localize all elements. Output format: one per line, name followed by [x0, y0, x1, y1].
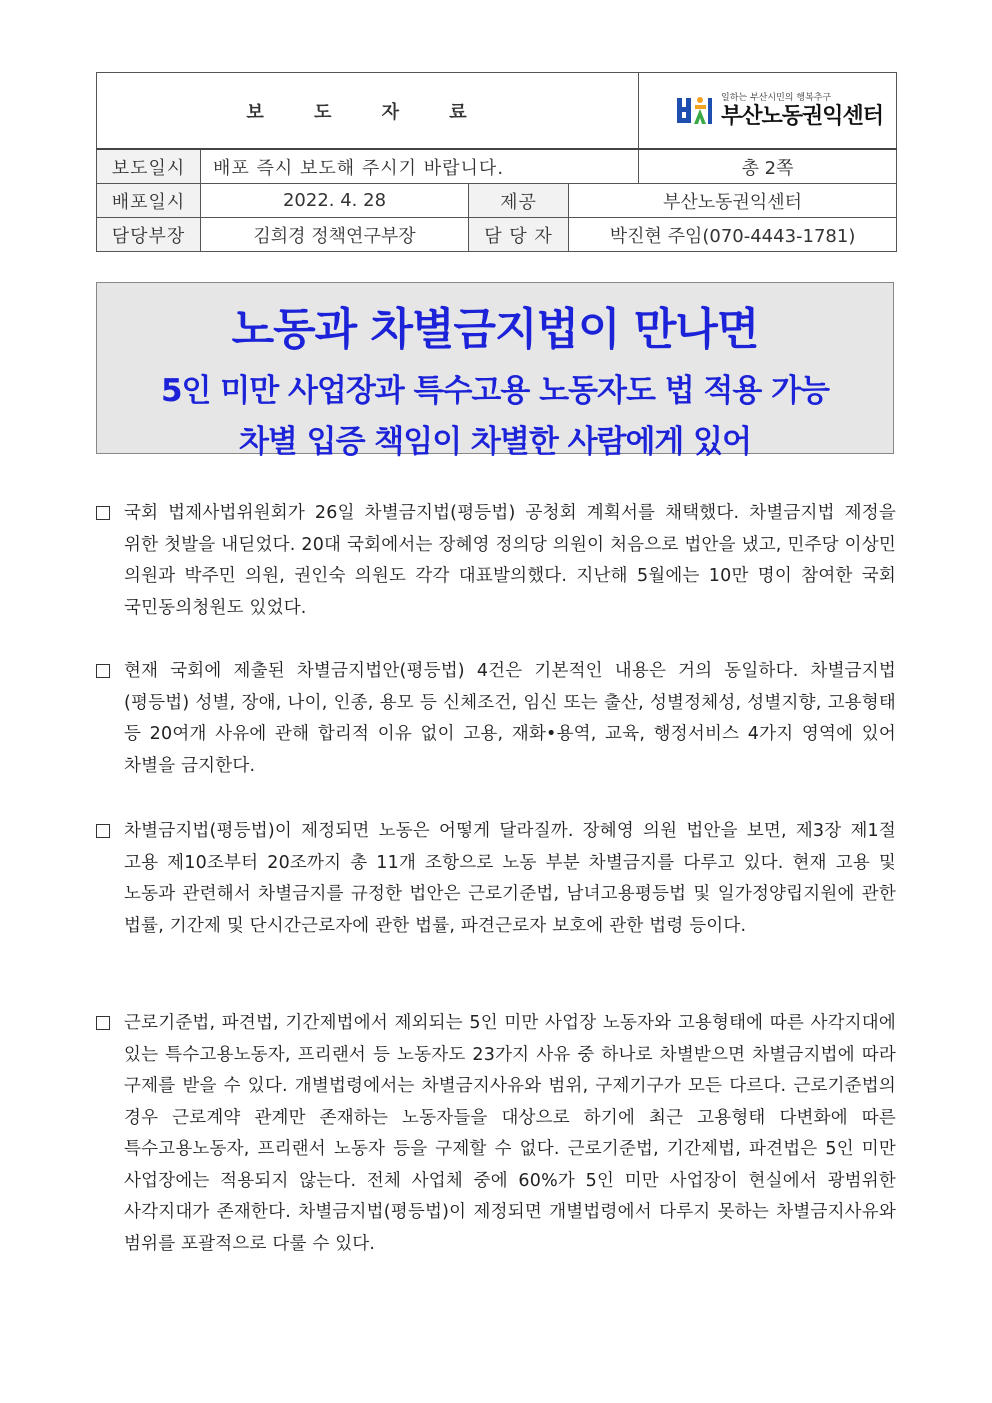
checkbox-bullet-icon	[96, 824, 110, 838]
provider-value: 부산노동권익센터	[569, 184, 897, 218]
contact-person-value: 박진현 주임(070-4443-1781)	[569, 218, 897, 252]
department-head-label: 담당부장	[97, 218, 201, 252]
checkbox-bullet-icon	[96, 1016, 110, 1030]
distribution-date-label: 배포일시	[97, 184, 201, 218]
release-date-value: 배포 즉시 보도해 주시기 바랍니다.	[201, 149, 639, 184]
paragraph-3	[96, 816, 896, 942]
press-release-header	[96, 72, 897, 252]
paragraph-2	[96, 656, 896, 782]
paragraph-1	[96, 498, 896, 624]
headline-main: 노동과 차별금지법이 만나면	[231, 304, 759, 355]
logo-name: 부산노동권익센터	[721, 103, 884, 129]
paragraph-text: 국회 법제사법위원회가 26일 차별금지법(평등법) 공청회 계획서를 채택했다. 차별금지법 제정을 위한 첫발을 내딛었다. 20대 국회에서는 장혜영 정의당 의원이 처음으로 법안을 냈고, 민주당 이상민 의원과 박주민 의원, 권인숙 의원도 각각 대표발의했다. 지난해 5월에는 10만 명이 참여한 국회 국민동의청원도 있었다.	[124, 503, 896, 618]
headline-box	[96, 282, 894, 460]
logo-mark-icon	[675, 94, 715, 128]
checkbox-bullet-icon	[96, 664, 110, 678]
contact-person-label: 담 당 자	[469, 218, 569, 252]
distribution-date-value: 2022. 4. 28	[201, 184, 469, 218]
department-head-value: 김희경 정책연구부장	[201, 218, 469, 252]
paragraph-text: 근로기준법, 파견법, 기간제법에서 제외되는 5인 미만 사업장 노동자와 고용형태에 따른 사각지대에 있는 특수고용노동자, 프리랜서 등 노동자도 23가지 사유 중 하나로 차별받으면 차별금지법에 따라 구제를 받을 수 있다. 개별법령에서는 차별금지사유와 범위, 구제기구가 모든 다르다. 근로기준법의 경우 근로계약 관계만 존재하는 노동자들을 대상으로 하기에 최근 고용형태 다변화에 따른 특수고용노동자, 프리랜서 노동자 등을 구제할 수 없다. 근로기준법, 기간제법, 파견법은 5인 미만 사업장에는 적용되지 않는다. 전체 사업체 중에 60%가 5인 미만 사업장이 현실에서 광범위한 사각지대가 존재한다. 차별금지법(평등법)이 제정되면 개별법령에서 다루지 못하는 차별금지사유와 범위를 포괄적으로 다룰 수 있다.	[124, 1013, 896, 1254]
release-date-label: 보도일시	[97, 149, 201, 184]
checkbox-bullet-icon	[96, 506, 110, 520]
document-title: 보 도 자 료	[97, 73, 639, 150]
paragraph-4	[96, 1008, 896, 1260]
organization-logo	[639, 73, 897, 150]
provider-label: 제공	[469, 184, 569, 218]
logo-tagline: 일하는 부산시민의 행복추구	[721, 92, 832, 103]
paragraph-text: 차별금지법(평등법)이 제정되면 노동은 어떻게 달라질까. 장혜영 의원 법안을 보면, 제3장 제1절 고용 제10조부터 20조까지 총 11개 조항으로 노동 부분 차별금지를 다루고 있다. 현재 고용 및 노동과 관련해서 차별금지를 규정한 법안은 근로기준법, 남녀고용평등법 및 일가정양립지원에 관한 법률, 기간제 및 단시간근로자에 관한 법률, 파견근로자 보호에 관한 법령 등이다.	[124, 821, 896, 936]
headline-subtitle-2: 차별 입증 책임이 차별한 사람에게 있어	[238, 424, 752, 460]
headline-subtitle-1: 5인 미만 사업장과 특수고용 노동자도 법 적용 가능	[160, 373, 830, 409]
paragraph-text: 현재 국회에 제출된 차별금지법안(평등법) 4건은 기본적인 내용은 거의 동일하다. 차별금지법(평등법) 성별, 장애, 나이, 인종, 용모 등 신체조건, 임신 또는 출산, 성별정체성, 성별지향, 고용형태 등 20여개 사유에 관해 합리적 이유 없이 고용, 재화•용역, 교육, 행정서비스 4가지 영역에 있어 차별을 금지한다.	[124, 661, 896, 776]
page-count: 총 2쪽	[639, 149, 897, 184]
